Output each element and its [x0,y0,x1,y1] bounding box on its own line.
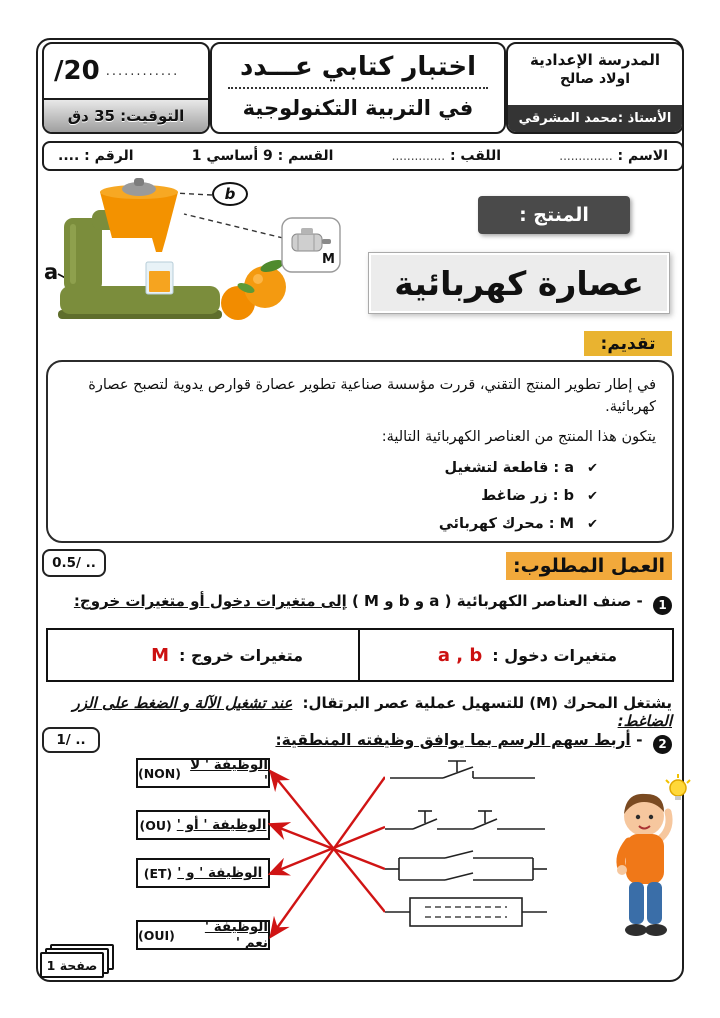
page-number: صفحة 1 [40,952,104,978]
name-dots: .............. [559,149,613,163]
score-total: /20 [54,56,100,86]
function-box-non [136,758,270,788]
intro-paragraph-2: يتكون هذا المنتج من العناصر الكهربائية التالية: [381,428,656,445]
input-variables-value: a , b [437,644,483,666]
name-label: الاسم : [617,148,668,164]
score-line [44,44,208,100]
output-variables-label: متغيرات خروج : [178,645,303,665]
function-et-arabic: الوظيفة ' و ' [177,865,263,881]
function-box-et [136,858,270,888]
component-item-text: M : محرك كهربائي [438,515,575,532]
question-1-text: - صنف العناصر الكهربائية ( a و b و M ) [351,592,643,610]
score-badge-q2: 1/ .. [42,727,100,753]
score-box [42,42,210,134]
question-2-number: 2 [653,735,672,754]
intro-box [46,360,674,543]
exam-title-box [210,42,506,134]
question-2: 2 - أربط سهم الرسم بما يوافق وظيفته المنطقية: [60,731,672,754]
teacher-name: الأستاذ :محمد المشرقي [508,105,682,132]
surname-dots: .............. [391,149,446,163]
circuit-diagram-single-contact [385,755,555,787]
exam-title-line1: اختبار كتابي عـــدد [228,52,488,89]
input-variables-cell [360,630,672,680]
exam-title-line2: في التربية التكنولوجية [242,96,474,120]
work-heading: العمل المطلوب: [506,552,672,580]
score-dots: ............ [105,63,180,79]
variables-table [46,628,674,682]
question-2-text: أربط سهم الرسم بما يوافق وظيفته المنطقية: [275,731,631,749]
class-field: القسم : 9 أساسي 1 [191,148,334,164]
name-field [559,148,668,164]
circuit-diagram-block [385,893,555,933]
function-box-ou [136,810,270,840]
intro-heading: تقديم: [584,331,672,356]
product-illustration [42,176,377,334]
intro-paragraph-1: في إطار تطوير المنتج التقني، قررت مؤسسة صناعية تطوير عصارة قوارص يدوية لتصبح عصارة كهربائية. [88,377,656,416]
circuit-diagram-series-contacts [385,803,555,839]
component-item [64,511,598,539]
function-non-arabic: الوظيفة ' لا ' [190,757,268,789]
function-ou-arabic: الوظيفة ' أو ' [176,817,267,833]
function-oui-code: (OUI) [138,927,175,943]
score-badge-q1: 0.5/ .. [42,549,106,577]
check-icon: ✔ [587,461,598,477]
motor-statement [60,694,672,730]
question-1 [60,592,672,615]
component-item-text: b : زر ضاغط [481,487,575,504]
motor-statement-answer: عند تشغيل الآلة و الضغط على الزر الضاغط: [72,694,672,730]
function-non-code: (NON) [138,765,181,781]
identity-row [42,141,684,171]
school-name-line1: المدرسة الإعدادية [530,51,660,69]
input-variables-label: متغيرات دخول : [492,645,617,665]
school-name-line2: اولاد صالح [559,71,631,87]
matching-arrows [268,752,385,967]
function-et-code: (ET) [143,865,173,881]
component-item [64,455,598,483]
school-box [506,42,684,134]
boy-illustration [598,772,694,962]
label-a: a [44,260,59,284]
output-variables-value: M [151,644,169,666]
surname-label: اللقب : [449,148,502,164]
function-oui-arabic: الوظيفة ' نعم ' [204,919,268,951]
motor-statement-printed: يشتغل المحرك (M) للتسهيل عملية عصر البرتقال: [302,694,672,712]
check-icon: ✔ [587,488,598,504]
question-1-number: 1 [653,596,672,615]
question-1-text-underlined: إلى متغيرات دخول أو متغيرات خروج: [73,592,347,610]
product-label: المنتج : [478,196,630,234]
label-b: b [212,182,248,206]
circuit-diagram-parallel-contacts [385,848,555,888]
surname-field [392,148,501,164]
function-box-oui [136,920,270,950]
label-m: M [322,252,335,267]
component-item [64,483,598,511]
check-icon: ✔ [587,516,598,532]
product-name: عصارة كهربائية [368,252,670,314]
number-field: الرقم : .... [58,148,134,164]
function-ou-code: (OU) [139,817,172,833]
exam-duration: التوقيت: 35 دق [44,100,208,132]
component-item-text: a : قاطعة لتشغيل [444,460,575,477]
output-variables-cell [48,630,360,680]
